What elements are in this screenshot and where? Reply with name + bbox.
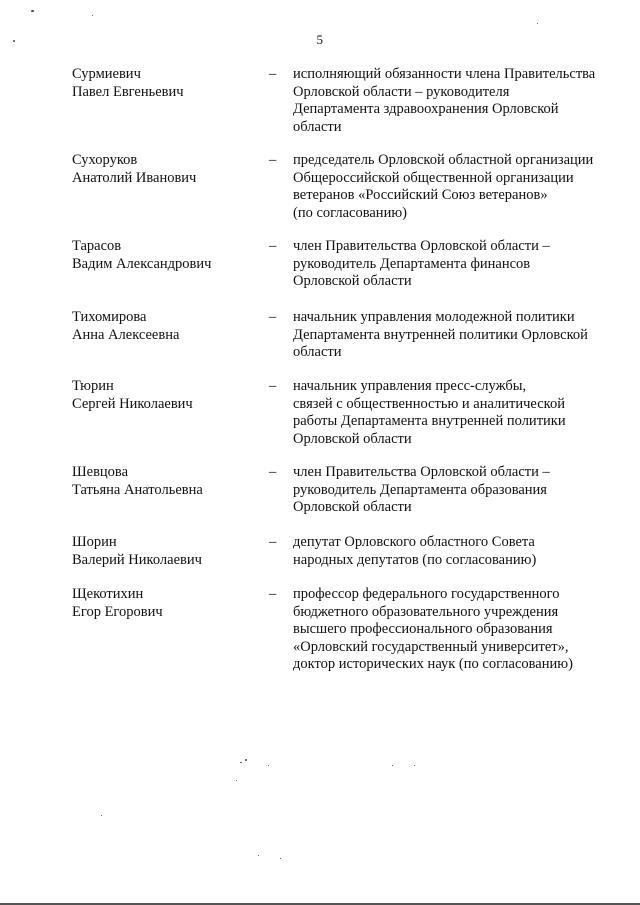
member-given-names: Егор Егорович: [72, 603, 163, 620]
member-surname: Шорин: [72, 534, 117, 550]
member-position: [293, 586, 628, 674]
member-name: [72, 464, 252, 499]
member-given-names: Анна Алексеевна: [72, 326, 180, 343]
member-surname: Тарасов: [72, 238, 122, 254]
scan-speck: [13, 40, 15, 42]
separator-dash: –: [269, 464, 277, 480]
position-line: связей с общественностью и аналитической: [293, 395, 565, 412]
member-surname: Тихомирова: [72, 309, 147, 325]
position-line: руководитель Департамента финансов: [293, 255, 531, 272]
member-position: [293, 378, 628, 448]
scan-speck: [280, 858, 281, 859]
member-name: [72, 378, 252, 413]
member-position: [293, 66, 628, 136]
position-line: Орловской области: [293, 499, 412, 515]
scan-speck: [392, 765, 393, 766]
member-given-names: Павел Евгеньевич: [72, 83, 184, 100]
separator-dash: –: [269, 309, 277, 325]
member-position: [293, 238, 628, 291]
separator-dash: –: [269, 152, 277, 168]
scan-speck: [236, 780, 237, 781]
scan-speck: [240, 762, 242, 763]
scan-speck: [537, 23, 538, 24]
position-line: Орловской области: [293, 273, 412, 289]
scan-speck: [31, 10, 34, 12]
position-line: (по согласованию): [293, 204, 407, 221]
scan-speck: [245, 759, 247, 761]
position-line: член Правительства Орловской области –: [293, 464, 550, 480]
separator-dash: –: [269, 378, 277, 394]
member-position: [293, 152, 628, 222]
position-line: начальник управления молодежной политики: [293, 309, 575, 325]
position-line: Орловской области – руководителя: [293, 83, 510, 100]
position-line: доктор исторических наук (по согласованию): [293, 656, 573, 672]
member-position: [293, 534, 628, 569]
member-name: [72, 586, 252, 621]
member-surname: Щекотихин: [72, 586, 144, 602]
scan-speck: [101, 815, 102, 816]
scan-speck: [92, 15, 93, 16]
position-line: высшего профессионального образования: [293, 621, 553, 637]
position-line: Орловской области: [293, 430, 412, 447]
position-line: области: [293, 118, 342, 135]
member-given-names: Сергей Николаевич: [72, 395, 193, 412]
member-surname: Тюрин: [72, 378, 114, 394]
position-line: Общероссийской общественной организации: [293, 169, 574, 186]
position-line: член Правительства Орловской области –: [293, 238, 550, 254]
member-name: [72, 152, 252, 187]
position-line: председатель Орловской областной организации: [293, 152, 594, 168]
member-position: [293, 309, 628, 362]
position-line: депутат Орловского областного Совета: [293, 534, 535, 550]
scan-speck: [268, 765, 269, 766]
separator-dash: –: [269, 586, 277, 602]
position-line: бюджетного образовательного учреждения: [293, 603, 559, 620]
position-line: народных депутатов (по согласованию): [293, 551, 537, 568]
member-surname: Сухоруков: [72, 152, 138, 168]
member-name: [72, 309, 252, 344]
position-line: Департамента внутренней политики Орловской: [293, 326, 588, 343]
member-name: [72, 66, 252, 101]
position-line: исполняющий обязанности члена Правительства: [293, 66, 596, 82]
member-surname: Сурмиевич: [72, 66, 141, 82]
member-given-names: Анатолий Иванович: [72, 169, 197, 186]
position-line: профессор федерального государственного: [293, 586, 560, 602]
separator-dash: –: [269, 66, 277, 82]
position-line: работы Департамента внутренней политики: [293, 413, 566, 429]
scan-speck: [258, 855, 259, 856]
scan-speck: [414, 765, 415, 766]
position-line: Департамента здравоохранения Орловской: [293, 101, 559, 117]
position-line: «Орловский государственный университет»,: [293, 638, 569, 655]
separator-dash: –: [269, 238, 277, 254]
position-line: начальник управления пресс-службы,: [293, 378, 527, 394]
position-line: ветеранов «Российский Союз ветеранов»: [293, 187, 548, 203]
separator-dash: –: [269, 534, 277, 550]
member-given-names: Валерий Николаевич: [72, 551, 202, 568]
member-given-names: Татьяна Анатольевна: [72, 481, 203, 498]
member-given-names: Вадим Александрович: [72, 255, 212, 272]
member-name: [72, 238, 252, 273]
member-surname: Шевцова: [72, 464, 129, 480]
position-line: руководитель Департамента образования: [293, 481, 547, 498]
position-line: области: [293, 344, 342, 360]
page-number: 5: [316, 32, 324, 47]
member-position: [293, 464, 628, 517]
member-name: [72, 534, 252, 569]
